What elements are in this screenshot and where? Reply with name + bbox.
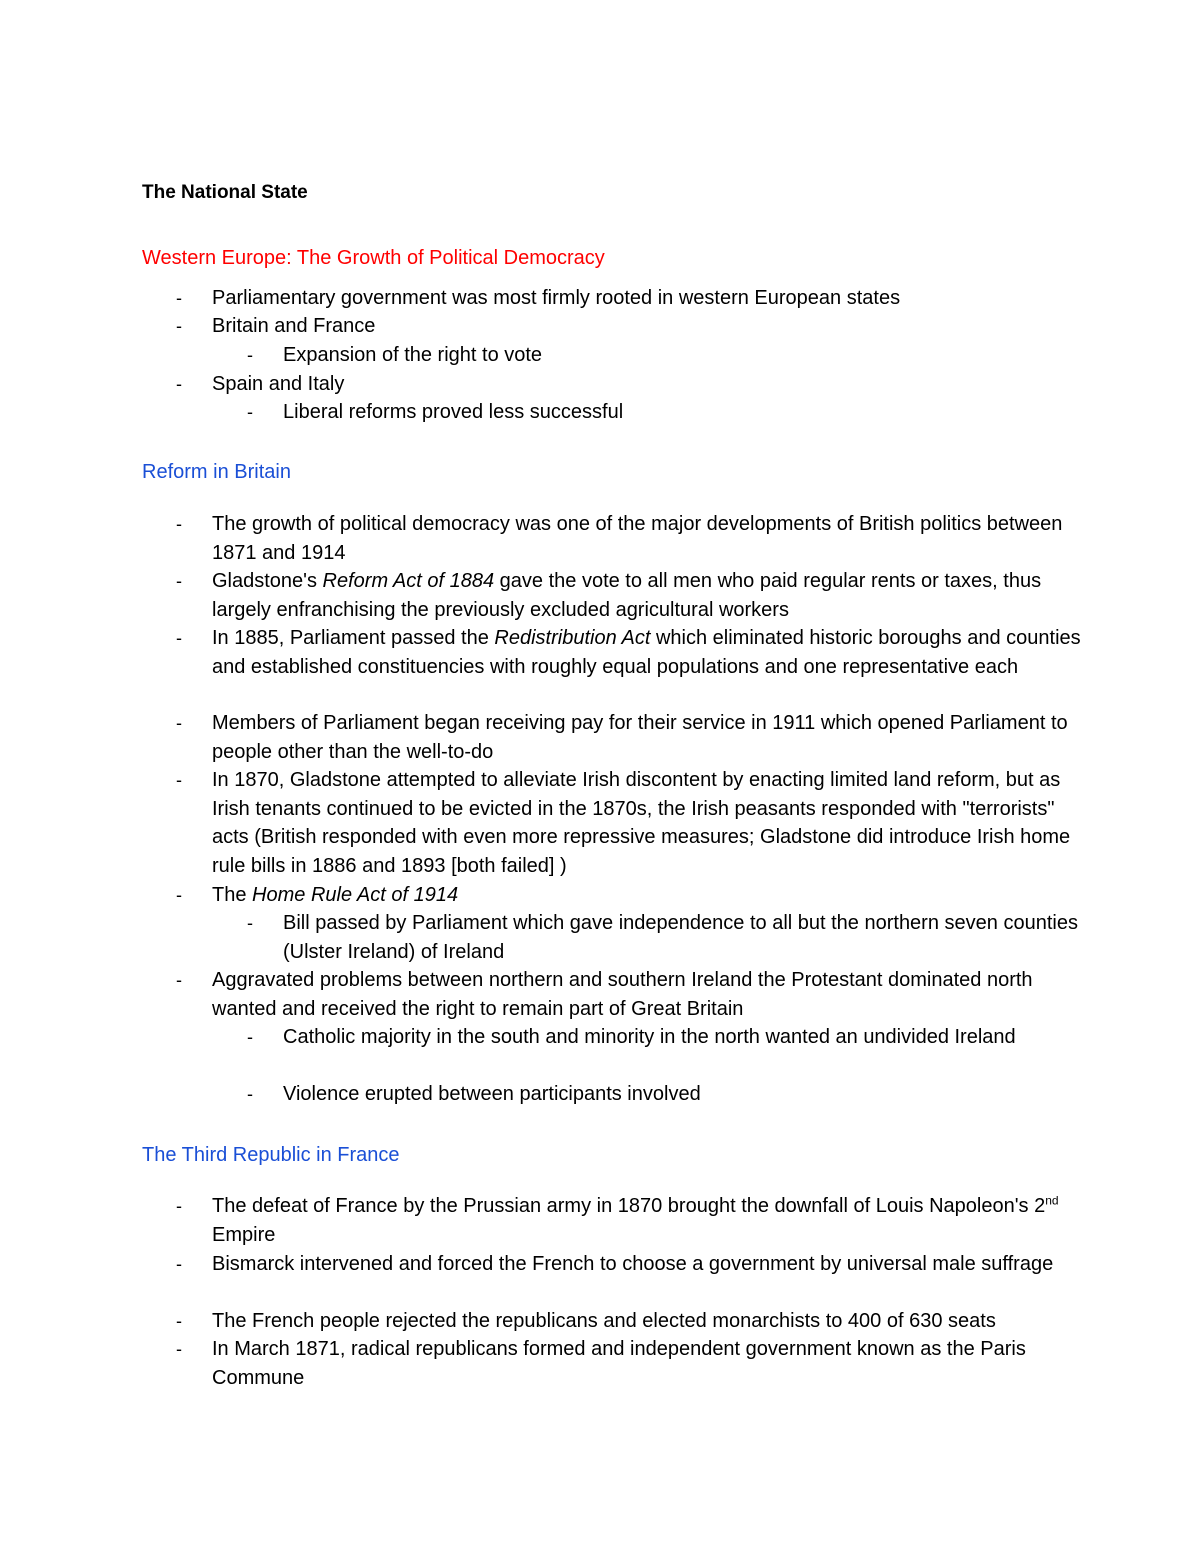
list-item-text: Expansion of the right to vote [283, 344, 543, 366]
list-item-text: Parliamentary government was most firmly rooted in western European states [212, 287, 901, 309]
list-item [247, 909, 1083, 966]
list-item-text: The French people rejected the republicans and elected monarchists to 400 of 630 seats [212, 1310, 996, 1332]
bullet-dash-icon: - [176, 970, 182, 990]
bullet-dash-icon: - [176, 1254, 182, 1274]
list-item [247, 398, 1083, 427]
list-item [176, 1250, 1082, 1279]
list-item [176, 312, 1082, 341]
list-item-text: Bismarck intervened and forced the French to choose a government by universal male suffrage [212, 1253, 1054, 1275]
list-item [176, 766, 1082, 880]
list-item: - The Home Rule Act of 1914 [212, 881, 1082, 910]
list-item-text: Aggravated problems between northern and southern Ireland the Protestant dominated north wanted and received the right to remain part of Great Britain [212, 969, 1033, 1020]
list-item [176, 1307, 1082, 1336]
list-item-text: Britain and France [212, 315, 376, 337]
list-item: - Gladstone's Reform Act of 1884 gave the vote to all men who paid regular rents or taxes, thus largely enfranchising the previously excluded agricultural workers [212, 567, 1082, 624]
list-item [176, 1335, 1082, 1392]
bullet-dash-icon: - [176, 1311, 182, 1331]
act-title: Reform Act of 1884 [322, 570, 495, 592]
list-item-text: Spain and Italy [212, 373, 345, 395]
list-item-text: The growth of political democracy was one of the major developments of British politics between 1871 and 1914 [212, 513, 1063, 564]
page-title: The National State [142, 182, 308, 203]
list-item-text: In March 1871, radical republicans formed and independent government known as the Paris Commune [212, 1338, 1026, 1389]
section-heading: Western Europe: The Growth of Political Democracy [142, 247, 605, 269]
list-item [247, 1080, 1083, 1109]
act-title: Home Rule Act of 1914 [252, 884, 459, 906]
list-item-text: Violence erupted between participants involved [283, 1083, 701, 1105]
list-item: - In 1885, Parliament passed the Redistribution Act which eliminated historic boroughs and counties and established constituencies with roughly equal populations and one representative each [212, 624, 1082, 681]
bullet-dash-icon: - [176, 713, 182, 733]
bullet-dash-icon: - [176, 374, 182, 394]
section-heading: Reform in Britain [142, 461, 291, 483]
list-item: - The defeat of France by the Prussian army in 1870 brought the downfall of Louis Napoleon's 2nd Empire [176, 1193, 1059, 1246]
bullet-dash-icon: - [247, 913, 253, 933]
bullet-dash-icon: - [247, 1084, 253, 1104]
list-item-text: In 1870, Gladstone attempted to alleviate Irish discontent by enacting limited land reform, but as Irish tenants continued to be evicted in the 1870s, the Irish peasants responded with "terrorists" acts (British responded with even more repressive measures; Gladstone did introduce Irish home rule bills in 1886 and 1893 [both failed] ) [212, 769, 1071, 877]
bullet-dash-icon: - [176, 770, 182, 790]
list-item [247, 341, 1083, 370]
bullet-dash-icon: - [247, 345, 253, 365]
bullet-dash-icon: - [176, 885, 182, 905]
bullet-dash-icon: - [176, 288, 182, 308]
act-title: Redistribution Act [494, 627, 651, 649]
bullet-dash-icon: - [176, 628, 182, 648]
bullet-dash-icon: - [176, 514, 182, 534]
list-item [176, 510, 1082, 567]
bullet-dash-icon: - [176, 571, 182, 591]
list-item-text: Members of Parliament began receiving pay for their service in 1911 which opened Parliament to people other than the well-to-do [212, 712, 1068, 763]
bullet-dash-icon: - [247, 1027, 253, 1047]
section-heading: The Third Republic in France [142, 1144, 400, 1166]
list-item [176, 284, 1082, 313]
list-item [176, 966, 1082, 1023]
list-item [247, 1023, 1083, 1052]
bullet-dash-icon: - [176, 316, 182, 336]
list-item-text: Liberal reforms proved less successful [283, 401, 624, 423]
list-item [176, 370, 1082, 399]
bullet-dash-icon: - [176, 1339, 182, 1359]
superscript: nd [1045, 1193, 1059, 1208]
list-item [176, 709, 1082, 766]
list-item-text: Bill passed by Parliament which gave independence to all but the northern seven counties (Ulster Ireland) of Ireland [283, 912, 1078, 963]
bullet-dash-icon: - [247, 402, 253, 422]
bullet-dash-icon: - [176, 1196, 182, 1216]
list-item-text: Catholic majority in the south and minority in the north wanted an undivided Ireland [283, 1026, 1016, 1048]
